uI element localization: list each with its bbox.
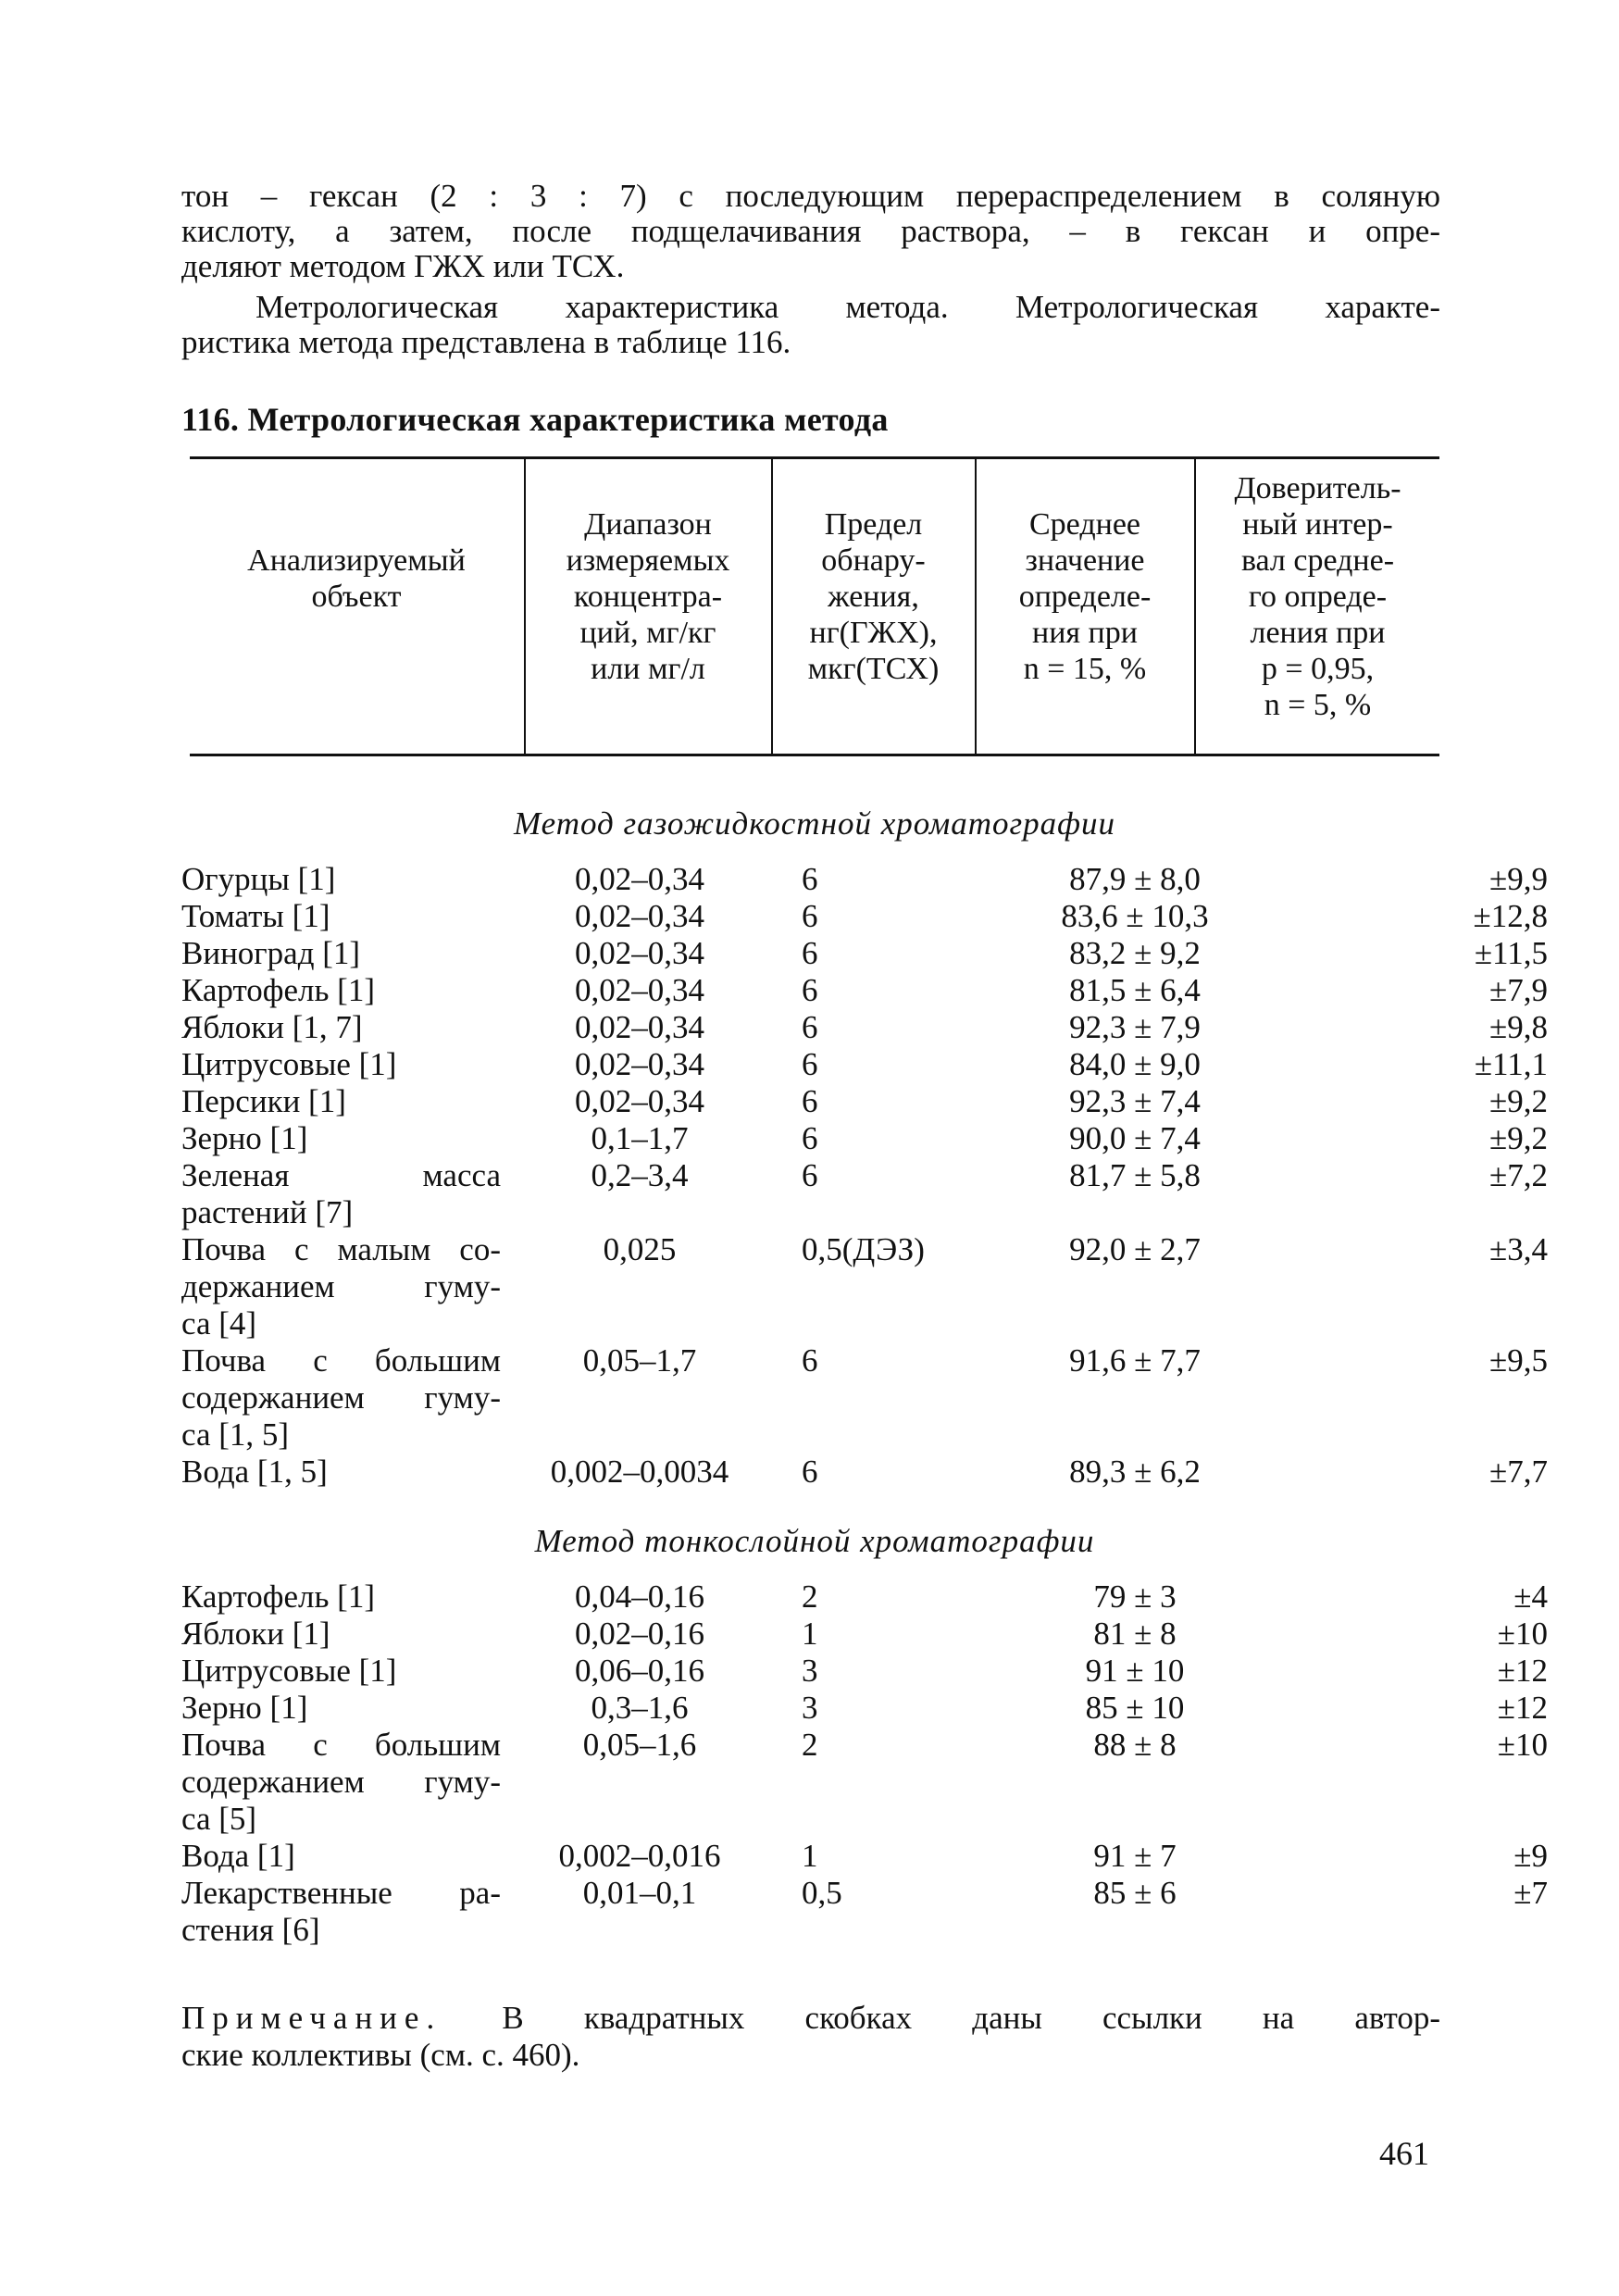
- cell-object: [181, 972, 501, 1009]
- table-row: [181, 935, 1548, 972]
- cell-confidence: ±3,4: [1489, 1231, 1548, 1267]
- cell-confidence: ±4: [1513, 1578, 1548, 1615]
- cell-object-line: са [1, 5]: [181, 1416, 290, 1453]
- table-row: [181, 1727, 1548, 1838]
- cell-range: 0,05–1,6: [582, 1727, 697, 1763]
- cell-range: 0,02–0,34: [575, 1046, 704, 1082]
- cell-limit: 3: [802, 1690, 818, 1726]
- cell-confidence: ±10: [1497, 1727, 1548, 1763]
- header-range: Диапазон измеряемых концентра- ций, мг/кг или мг/л: [566, 507, 730, 686]
- header-object: Анализируемый объект: [247, 543, 466, 614]
- cell-range: 0,02–0,34: [575, 972, 704, 1008]
- intro-line: деляют методом ГЖХ или ТСХ.: [181, 248, 625, 284]
- cell-object-line: Картофель [1]: [181, 972, 375, 1008]
- cell-confidence: ±10: [1497, 1616, 1548, 1652]
- table-row: [181, 1009, 1548, 1046]
- cell-confidence: ±9,8: [1489, 1009, 1548, 1045]
- table-row: [181, 972, 1548, 1009]
- cell-confidence: ±7,2: [1489, 1157, 1548, 1193]
- cell-object-line: Томаты [1]: [181, 898, 330, 934]
- cell-range: 0,05–1,7: [582, 1342, 697, 1379]
- table-row: [181, 1157, 1548, 1231]
- cell-limit: 0,5(ДЭЗ): [802, 1231, 925, 1267]
- cell-limit: 6: [802, 1046, 818, 1082]
- intro-line: ристика метода представлена в таблице 116.: [181, 324, 791, 360]
- cell-limit: 1: [802, 1616, 818, 1652]
- cell-object-line: са [5]: [181, 1801, 257, 1837]
- cell-range: 0,025: [603, 1231, 677, 1267]
- cell-object: [181, 1578, 501, 1616]
- table-row: [181, 1342, 1548, 1454]
- cell-range: 0,3–1,6: [591, 1690, 689, 1726]
- cell-mean: 92,3 ± 7,4: [1069, 1083, 1201, 1119]
- cell-object-line: растений [7]: [181, 1194, 354, 1230]
- cell-object-line: стения [6]: [181, 1912, 320, 1948]
- cell-limit: 6: [802, 1009, 818, 1045]
- cell-object: [181, 861, 501, 898]
- table-row: [181, 1653, 1548, 1690]
- cell-confidence: ±9,5: [1489, 1342, 1548, 1379]
- table-row: [181, 1875, 1548, 1949]
- cell-object-line: Яблоки [1, 7]: [181, 1009, 363, 1045]
- table-note: [181, 2000, 1440, 2074]
- cell-object-line: Почва с малым со-: [181, 1231, 501, 1267]
- cell-confidence: ±11,1: [1474, 1046, 1548, 1082]
- cell-limit: 6: [802, 1342, 818, 1379]
- cell-range: 0,1–1,7: [591, 1120, 689, 1156]
- cell-mean: 81 ± 8: [1093, 1616, 1177, 1652]
- table-body-gc: [181, 861, 1548, 1491]
- table-row: [181, 1083, 1548, 1120]
- cell-range: 0,02–0,34: [575, 935, 704, 971]
- cell-confidence: ±12: [1497, 1690, 1548, 1726]
- cell-confidence: ±9,2: [1489, 1083, 1548, 1119]
- cell-range: 0,01–0,1: [582, 1875, 697, 1911]
- cell-object-line: Почва с большим: [181, 1727, 501, 1763]
- cell-object-line: са [4]: [181, 1305, 257, 1341]
- intro-paragraph-1: [181, 179, 1440, 284]
- cell-mean: 81,7 ± 5,8: [1069, 1157, 1201, 1193]
- cell-object: [181, 1653, 501, 1690]
- cell-object: [181, 1838, 501, 1875]
- cell-range: 0,04–0,16: [575, 1578, 704, 1615]
- cell-limit: 0,5: [802, 1875, 842, 1911]
- cell-confidence: ±9: [1513, 1838, 1548, 1874]
- cell-range: 0,02–0,16: [575, 1616, 704, 1652]
- cell-confidence: ±9,2: [1489, 1120, 1548, 1156]
- cell-limit: 6: [802, 1157, 818, 1193]
- cell-limit: 6: [802, 898, 818, 934]
- cell-range: 0,06–0,16: [575, 1653, 704, 1689]
- table-top-rule: [190, 456, 1439, 459]
- cell-object: [181, 1875, 501, 1949]
- intro-line: кислоту, а затем, после подщелачивания раствора, – в гексан и опре-: [181, 213, 1440, 249]
- intro-line: тон – гексан (2 : 3 : 7) с последующим перераспределением в соляную: [181, 178, 1440, 214]
- intro-paragraph-2: [181, 290, 1440, 360]
- cell-range: 0,02–0,34: [575, 898, 704, 934]
- cell-mean: 87,9 ± 8,0: [1069, 861, 1201, 897]
- note-lead: Примечание.: [181, 2000, 442, 2036]
- cell-object-line: Цитрусовые [1]: [181, 1653, 397, 1689]
- cell-mean: 91 ± 10: [1085, 1653, 1185, 1689]
- cell-object-line: Почва с большим: [181, 1342, 501, 1379]
- cell-object-line: Зеленая масса: [181, 1157, 501, 1193]
- cell-mean: 85 ± 10: [1085, 1690, 1185, 1726]
- cell-object: [181, 1046, 501, 1083]
- cell-mean: 89,3 ± 6,2: [1069, 1454, 1201, 1490]
- cell-object: [181, 1727, 501, 1838]
- intro-line: Метрологическая характеристика метода. Метрологическая характе-: [255, 289, 1440, 325]
- cell-object: [181, 1083, 501, 1120]
- table-row: [181, 898, 1548, 935]
- cell-mean: 92,3 ± 7,9: [1069, 1009, 1201, 1045]
- cell-mean: 91,6 ± 7,7: [1069, 1342, 1201, 1379]
- page-number: 461: [1379, 2135, 1429, 2172]
- cell-object-line: Зерно [1]: [181, 1690, 308, 1726]
- cell-confidence: ±12,8: [1473, 898, 1548, 934]
- cell-object: [181, 935, 501, 972]
- cell-confidence: ±7,9: [1489, 972, 1548, 1008]
- table-row: [181, 1046, 1548, 1083]
- cell-limit: 6: [802, 1083, 818, 1119]
- cell-object-line: держанием гуму-: [181, 1268, 501, 1304]
- section-title-gc: Метод газожидкостной хроматографии: [513, 805, 1116, 842]
- cell-mean: 91 ± 7: [1093, 1838, 1177, 1874]
- cell-mean: 81,5 ± 6,4: [1069, 972, 1201, 1008]
- cell-object: [181, 1616, 501, 1653]
- table-row: [181, 1616, 1548, 1653]
- cell-limit: 6: [802, 1120, 818, 1156]
- cell-range: 0,2–3,4: [591, 1157, 689, 1193]
- cell-object: [181, 898, 501, 935]
- table-row: [181, 1690, 1548, 1727]
- cell-mean: 79 ± 3: [1093, 1578, 1177, 1615]
- section-title-tlc: Метод тонкослойной хроматографии: [534, 1523, 1095, 1559]
- cell-confidence: ±11,5: [1474, 935, 1548, 971]
- cell-object-line: Зерно [1]: [181, 1120, 308, 1156]
- table-title: 116. Метрологическая характеристика метода: [181, 401, 889, 438]
- cell-object-line: Огурцы [1]: [181, 861, 336, 897]
- note-text: В квадратных скобках даны ссылки на автор-: [502, 2000, 1440, 2036]
- cell-limit: 2: [802, 1727, 818, 1763]
- header-limit: Предел обнару- жения, нг(ГЖХ), мкг(ТСХ): [807, 507, 940, 686]
- cell-object: [181, 1454, 501, 1491]
- table-row: [181, 1454, 1548, 1491]
- cell-confidence: ±7,7: [1489, 1454, 1548, 1490]
- cell-limit: 6: [802, 972, 818, 1008]
- cell-object-line: Яблоки [1]: [181, 1616, 330, 1652]
- cell-range: 0,02–0,34: [575, 861, 704, 897]
- cell-mean: 84,0 ± 9,0: [1069, 1046, 1201, 1082]
- cell-range: 0,02–0,34: [575, 1083, 704, 1119]
- cell-mean: 83,2 ± 9,2: [1069, 935, 1201, 971]
- cell-object: [181, 1690, 501, 1727]
- cell-object-line: содержанием гуму-: [181, 1379, 501, 1416]
- cell-limit: 3: [802, 1653, 818, 1689]
- table-row: [181, 1838, 1548, 1875]
- note-line: [181, 2000, 1440, 2037]
- cell-object-line: содержанием гуму-: [181, 1764, 501, 1800]
- cell-object: [181, 1342, 501, 1454]
- cell-object: [181, 1120, 501, 1157]
- cell-limit: 1: [802, 1838, 818, 1874]
- cell-range: 0,002–0,0034: [550, 1454, 729, 1490]
- cell-object-line: Цитрусовые [1]: [181, 1046, 397, 1082]
- cell-limit: 6: [802, 935, 818, 971]
- table-row: [181, 1120, 1548, 1157]
- cell-confidence: ±12: [1497, 1653, 1548, 1689]
- cell-limit: 6: [802, 861, 818, 897]
- cell-object-line: Персики [1]: [181, 1083, 346, 1119]
- cell-object-line: Картофель [1]: [181, 1578, 375, 1615]
- cell-object: [181, 1231, 501, 1342]
- header-confidence: Доверитель- ный интер- вал средне- го опреде- ления при p = 0,95, n = 5, %: [1234, 471, 1401, 722]
- table-header-rule: [190, 754, 1439, 756]
- cell-object: [181, 1157, 501, 1231]
- cell-object-line: Вода [1]: [181, 1838, 295, 1874]
- cell-object-line: Лекарственные ра-: [181, 1875, 501, 1911]
- cell-confidence: ±7: [1513, 1875, 1548, 1911]
- cell-object: [181, 1009, 501, 1046]
- note-line: ские коллективы (см. с. 460).: [181, 2037, 580, 2073]
- cell-range: 0,02–0,34: [575, 1009, 704, 1045]
- table-body-tlc: [181, 1578, 1548, 1949]
- cell-limit: 2: [802, 1578, 818, 1615]
- cell-confidence: ±9,9: [1489, 861, 1548, 897]
- table-row: [181, 861, 1548, 898]
- cell-mean: 83,6 ± 10,3: [1061, 898, 1209, 934]
- header-mean: Среднее значение определе- ния при n = 15, %: [1018, 507, 1152, 686]
- cell-mean: 85 ± 6: [1093, 1875, 1177, 1911]
- table-row: [181, 1231, 1548, 1342]
- cell-object-line: Виноград [1]: [181, 935, 361, 971]
- table-row: [181, 1578, 1548, 1616]
- cell-mean: 88 ± 8: [1093, 1727, 1177, 1763]
- cell-mean: 92,0 ± 2,7: [1069, 1231, 1201, 1267]
- cell-mean: 90,0 ± 7,4: [1069, 1120, 1201, 1156]
- cell-range: 0,002–0,016: [558, 1838, 721, 1874]
- cell-limit: 6: [802, 1454, 818, 1490]
- cell-object-line: Вода [1, 5]: [181, 1454, 328, 1490]
